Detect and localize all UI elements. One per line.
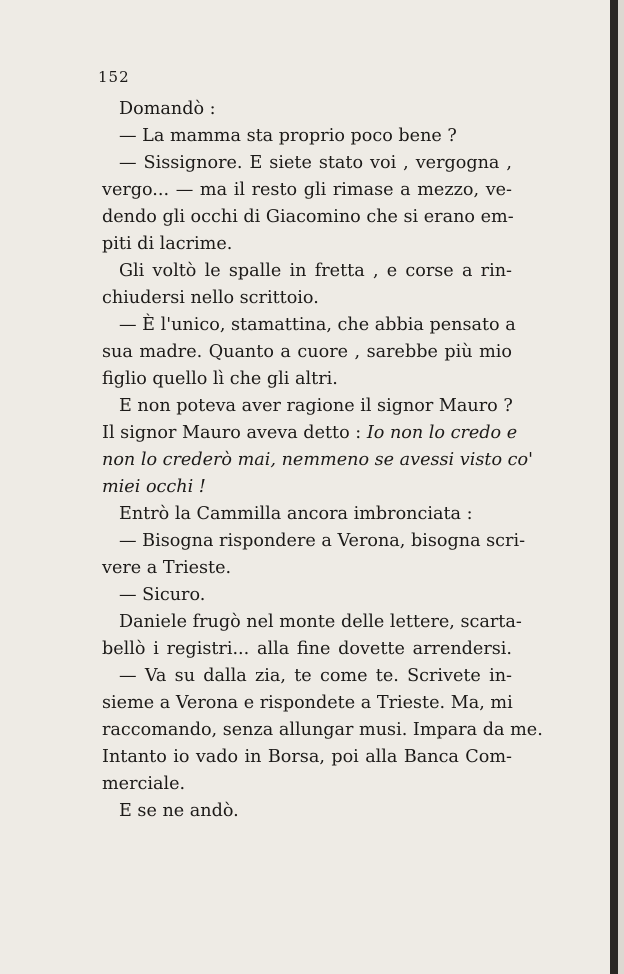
- text-line: vergo... — ma il resto gli rimase a mezzo, ve-: [102, 180, 512, 200]
- text-line: — Va su dalla zia, te come te. Scrivete in-: [119, 666, 512, 686]
- text-line: — È l'unico, stamattina, che abbia pensato a: [119, 315, 516, 335]
- text-line: Daniele frugò nel monte delle lettere, scarta-: [119, 612, 522, 632]
- text-line: Gli voltò le spalle in fretta , e corse a rin-: [119, 261, 512, 281]
- text-line: — Bisogna rispondere a Verona, bisogna scri-: [119, 531, 526, 551]
- text-line: — Sissignore. E siete stato voi , vergogna ,: [119, 153, 512, 173]
- book-spine-shadow: [610, 0, 618, 974]
- text-line: piti di lacrime.: [102, 234, 233, 254]
- text-line: Il signor Mauro aveva detto : Io non lo credo e: [102, 423, 518, 443]
- text-line: miei occhi !: [102, 477, 206, 497]
- text-line: Domandò :: [119, 99, 216, 119]
- text-line: sieme a Verona e rispondete a Trieste. Ma, mi: [102, 693, 513, 713]
- text-line: Intanto io vado in Borsa, poi alla Banca Com-: [102, 747, 512, 767]
- text-line: E non poteva aver ragione il signor Mauro ?: [119, 396, 513, 416]
- text-line: Entrò la Cammilla ancora imbronciata :: [119, 504, 473, 524]
- text-line: non lo crederò mai, nemmeno se avessi visto co': [102, 450, 533, 470]
- text-line: — La mamma sta proprio poco bene ?: [119, 126, 457, 146]
- body-text: [102, 96, 543, 825]
- text-line: dendo gli occhi di Giacomino che si erano em-: [102, 207, 514, 227]
- italic-quote: Io non lo credo e: [366, 423, 518, 443]
- page-edge: [618, 0, 624, 974]
- text-line: — Sicuro.: [119, 585, 206, 605]
- text-line: bellò i registri... alla fine dovette arrendersi.: [102, 639, 512, 659]
- text-line: sua madre. Quanto a cuore , sarebbe più mio: [102, 342, 512, 362]
- text-line: raccomando, senza allungar musi. Impara da me.: [102, 720, 543, 740]
- page-number: 152: [98, 68, 130, 86]
- text-line: E se ne andò.: [119, 801, 239, 821]
- text-line: merciale.: [102, 774, 186, 794]
- text-line: figlio quello lì che gli altri.: [102, 369, 338, 389]
- text-line: vere a Trieste.: [102, 558, 232, 578]
- text-line: chiudersi nello scrittoio.: [102, 288, 319, 308]
